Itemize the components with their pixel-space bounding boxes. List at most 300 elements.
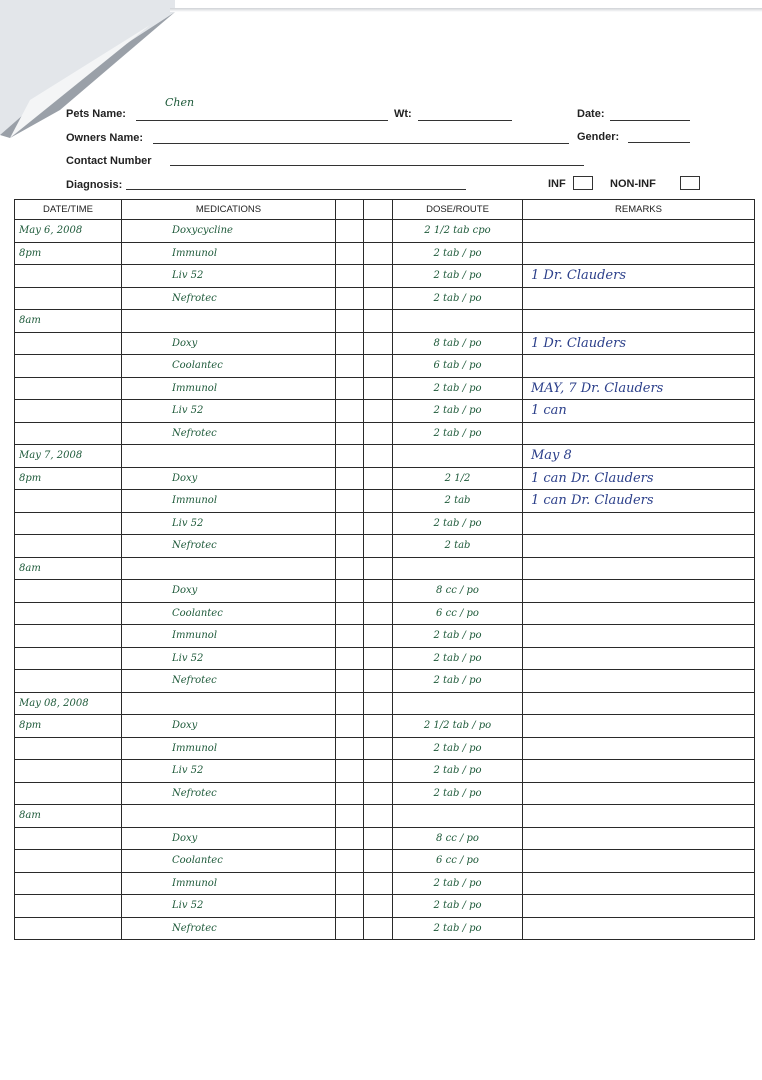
blank-b-cell — [364, 467, 393, 490]
blank-a-cell — [336, 625, 364, 648]
date-time-cell — [15, 602, 122, 625]
date-time-cell — [15, 467, 122, 490]
dose-route-text: 2 tab / po — [433, 292, 482, 304]
remark-cell — [523, 512, 755, 535]
medication-cell — [122, 805, 336, 828]
dose-route-cell — [393, 782, 523, 805]
blank-a-cell — [336, 535, 364, 558]
date-time-cell — [15, 760, 122, 783]
remark-cell — [523, 805, 755, 828]
inf-checkbox[interactable] — [573, 176, 593, 190]
diagnosis-label: Diagnosis: — [66, 179, 123, 191]
date-time-cell — [15, 895, 122, 918]
dose-route-text: 2 1/2 — [444, 472, 471, 484]
weight-label: Wt: — [394, 108, 412, 120]
blank-b-cell — [364, 310, 393, 333]
column-header-dose-route: DOSE/ROUTE — [393, 200, 523, 220]
blank-a-cell — [336, 872, 364, 895]
medication-text: Coolantec — [172, 607, 223, 619]
dose-route-cell — [393, 895, 523, 918]
column-header-date-time: DATE/TIME — [15, 200, 122, 220]
medication-table — [14, 199, 755, 940]
medication-cell — [122, 265, 336, 288]
dose-route-cell — [393, 737, 523, 760]
dose-route-cell — [393, 580, 523, 603]
date-time-cell — [15, 850, 122, 873]
remark-cell — [523, 670, 755, 693]
dose-route-text: 2 1/2 tab / po — [423, 720, 492, 732]
date-time-cell — [15, 580, 122, 603]
dose-route-text: 2 tab / po — [433, 630, 482, 642]
blank-b-cell — [364, 895, 393, 918]
column-header-medications: MEDICATIONS — [122, 200, 336, 220]
dose-route-cell — [393, 355, 523, 378]
blank-b-cell — [364, 400, 393, 423]
table-row — [15, 220, 755, 243]
table-row — [15, 512, 755, 535]
table-row — [15, 625, 755, 648]
dose-route-cell — [393, 692, 523, 715]
medication-cell — [122, 355, 336, 378]
table-row — [15, 715, 755, 738]
remark-text: 1 can Dr. Clauders — [531, 470, 654, 486]
medication-cell — [122, 782, 336, 805]
blank-a-cell — [336, 602, 364, 625]
dose-route-text: 6 cc / po — [436, 607, 479, 619]
date-time-cell — [15, 332, 122, 355]
dose-route-text: 2 tab / po — [433, 787, 482, 799]
table-row — [15, 782, 755, 805]
column-header-remarks: REMARKS — [523, 200, 755, 220]
dose-route-cell — [393, 220, 523, 243]
medication-text: Doxy — [172, 832, 198, 844]
dose-route-text: 2 tab / po — [433, 652, 482, 664]
date-time-cell — [15, 917, 122, 940]
table-row — [15, 692, 755, 715]
table-row — [15, 580, 755, 603]
remark-cell — [523, 602, 755, 625]
table-row — [15, 760, 755, 783]
blank-b-cell — [364, 602, 393, 625]
dose-route-text: 2 tab / po — [433, 247, 482, 259]
blank-a-cell — [336, 827, 364, 850]
medication-text: Liv 52 — [172, 900, 204, 912]
remark-cell — [523, 287, 755, 310]
remark-cell — [523, 917, 755, 940]
table-row — [15, 827, 755, 850]
date-time-cell — [15, 535, 122, 558]
table-row — [15, 917, 755, 940]
dose-route-cell — [393, 445, 523, 468]
date-time-cell — [15, 692, 122, 715]
blank-b-cell — [364, 422, 393, 445]
date-time-cell — [15, 647, 122, 670]
blank-b-cell — [364, 625, 393, 648]
remark-cell — [523, 760, 755, 783]
date-time-cell — [15, 445, 122, 468]
dose-route-text: 8 cc / po — [436, 585, 479, 597]
remark-cell — [523, 782, 755, 805]
medication-text: Coolantec — [172, 855, 223, 867]
blank-b-cell — [364, 647, 393, 670]
dose-route-text: 8 tab / po — [433, 337, 482, 349]
blank-b-cell — [364, 332, 393, 355]
medication-cell — [122, 445, 336, 468]
blank-a-cell — [336, 512, 364, 535]
medication-cell — [122, 602, 336, 625]
date-time-text: 8am — [19, 315, 41, 327]
medication-cell — [122, 895, 336, 918]
date-time-text: 8am — [19, 562, 41, 574]
medication-text: Immunol — [172, 247, 218, 259]
dose-route-cell — [393, 512, 523, 535]
blank-b-cell — [364, 692, 393, 715]
medication-text: Liv 52 — [172, 765, 204, 777]
remark-cell — [523, 647, 755, 670]
medication-cell — [122, 625, 336, 648]
blank-a-cell — [336, 355, 364, 378]
date-time-cell — [15, 512, 122, 535]
medication-cell — [122, 850, 336, 873]
blank-b-cell — [364, 782, 393, 805]
medication-text: Nefrotec — [172, 922, 217, 934]
blank-b-cell — [364, 872, 393, 895]
remark-cell — [523, 895, 755, 918]
medication-text: Coolantec — [172, 360, 223, 372]
date-time-cell — [15, 287, 122, 310]
medication-text: Immunol — [172, 877, 218, 889]
medication-cell — [122, 760, 336, 783]
non-inf-checkbox[interactable] — [680, 176, 700, 190]
blank-b-cell — [364, 220, 393, 243]
date-time-cell — [15, 265, 122, 288]
blank-a-cell — [336, 310, 364, 333]
blank-b-cell — [364, 760, 393, 783]
blank-b-cell — [364, 265, 393, 288]
medication-cell — [122, 490, 336, 513]
medication-cell — [122, 220, 336, 243]
date-time-cell — [15, 310, 122, 333]
dose-route-cell — [393, 647, 523, 670]
date-time-text: May 08, 2008 — [19, 697, 89, 709]
column-header-blank-2 — [364, 200, 393, 220]
blank-a-cell — [336, 805, 364, 828]
date-time-cell — [15, 557, 122, 580]
medication-cell — [122, 422, 336, 445]
medication-cell — [122, 670, 336, 693]
remark-text: 1 can Dr. Clauders — [531, 493, 654, 509]
dose-route-text: 2 tab / po — [433, 742, 482, 754]
dose-route-text: 2 tab / po — [433, 877, 482, 889]
medication-cell — [122, 467, 336, 490]
blank-a-cell — [336, 557, 364, 580]
medication-cell — [122, 400, 336, 423]
date-time-cell — [15, 400, 122, 423]
medication-text: Immunol — [172, 742, 218, 754]
table-body — [15, 220, 755, 940]
date-time-cell — [15, 220, 122, 243]
blank-a-cell — [336, 760, 364, 783]
blank-a-cell — [336, 647, 364, 670]
blank-a-cell — [336, 332, 364, 355]
remark-cell — [523, 377, 755, 400]
owners-name-line — [153, 143, 569, 144]
medication-cell — [122, 917, 336, 940]
blank-b-cell — [364, 580, 393, 603]
table-row — [15, 557, 755, 580]
date-time-cell — [15, 827, 122, 850]
date-label: Date: — [577, 108, 605, 120]
table-row — [15, 242, 755, 265]
blank-a-cell — [336, 490, 364, 513]
dose-route-text: 2 tab / po — [433, 405, 482, 417]
dose-route-cell — [393, 242, 523, 265]
remark-cell — [523, 355, 755, 378]
column-header-blank-1 — [336, 200, 364, 220]
medication-text: Liv 52 — [172, 405, 204, 417]
medication-cell — [122, 242, 336, 265]
medication-text: Doxy — [172, 720, 198, 732]
blank-b-cell — [364, 670, 393, 693]
table-row — [15, 647, 755, 670]
pets-name-value: Chen — [165, 96, 195, 109]
remark-text: 1 Dr. Clauders — [531, 335, 627, 351]
dose-route-text: 2 tab — [444, 495, 471, 507]
dose-route-text: 2 tab / po — [433, 517, 482, 529]
dose-route-cell — [393, 625, 523, 648]
contact-number-line — [170, 165, 584, 166]
dose-route-text: 2 tab / po — [433, 270, 482, 282]
date-time-cell — [15, 490, 122, 513]
weight-line — [418, 120, 512, 121]
table-row — [15, 445, 755, 468]
medication-cell — [122, 512, 336, 535]
blank-b-cell — [364, 557, 393, 580]
dose-route-cell — [393, 377, 523, 400]
blank-b-cell — [364, 827, 393, 850]
table-row — [15, 602, 755, 625]
date-time-cell — [15, 242, 122, 265]
medication-cell — [122, 557, 336, 580]
medication-text: Doxycycline — [172, 225, 233, 237]
date-time-cell — [15, 670, 122, 693]
dose-route-text: 2 tab / po — [433, 675, 482, 687]
dose-route-cell — [393, 535, 523, 558]
dose-route-cell — [393, 850, 523, 873]
medication-text: Doxy — [172, 472, 198, 484]
date-time-cell — [15, 625, 122, 648]
dose-route-cell — [393, 602, 523, 625]
medication-text: Immunol — [172, 495, 218, 507]
dose-route-cell — [393, 917, 523, 940]
dose-route-text: 2 tab / po — [433, 765, 482, 777]
table-row — [15, 737, 755, 760]
blank-a-cell — [336, 917, 364, 940]
dose-route-text: 2 tab / po — [433, 900, 482, 912]
date-time-cell — [15, 805, 122, 828]
date-time-text: May 7, 2008 — [19, 450, 83, 462]
medication-cell — [122, 332, 336, 355]
medication-text: Immunol — [172, 382, 218, 394]
date-time-text: 8am — [19, 810, 41, 822]
non-inf-label: NON-INF — [610, 178, 656, 190]
blank-a-cell — [336, 242, 364, 265]
blank-b-cell — [364, 917, 393, 940]
dose-route-text: 2 tab / po — [433, 922, 482, 934]
blank-a-cell — [336, 715, 364, 738]
remark-text: May 8 — [531, 448, 572, 464]
date-time-cell — [15, 422, 122, 445]
blank-a-cell — [336, 692, 364, 715]
remark-cell — [523, 535, 755, 558]
gender-label: Gender: — [577, 131, 620, 143]
date-time-cell — [15, 872, 122, 895]
remark-cell — [523, 850, 755, 873]
remark-cell — [523, 422, 755, 445]
dose-route-cell — [393, 332, 523, 355]
dose-route-cell — [393, 827, 523, 850]
dose-route-text: 8 cc / po — [436, 832, 479, 844]
medication-text: Nefrotec — [172, 292, 217, 304]
dose-route-text: 6 cc / po — [436, 855, 479, 867]
table-row — [15, 670, 755, 693]
remark-cell — [523, 467, 755, 490]
dose-route-cell — [393, 400, 523, 423]
table-row — [15, 850, 755, 873]
page-top-edge — [170, 8, 762, 12]
blank-a-cell — [336, 220, 364, 243]
remark-cell — [523, 715, 755, 738]
dose-route-cell — [393, 287, 523, 310]
blank-b-cell — [364, 535, 393, 558]
dose-route-cell — [393, 422, 523, 445]
table-row — [15, 310, 755, 333]
remark-cell — [523, 400, 755, 423]
remark-cell — [523, 872, 755, 895]
medication-text: Liv 52 — [172, 652, 204, 664]
dose-route-text: 2 1/2 tab cpo — [424, 225, 491, 237]
dose-route-text: 2 tab / po — [433, 427, 482, 439]
remark-cell — [523, 625, 755, 648]
date-time-cell — [15, 737, 122, 760]
blank-b-cell — [364, 377, 393, 400]
table-row — [15, 895, 755, 918]
date-time-cell — [15, 355, 122, 378]
remark-cell — [523, 827, 755, 850]
dose-route-text: 6 tab / po — [433, 360, 482, 372]
table-row — [15, 332, 755, 355]
dose-route-cell — [393, 490, 523, 513]
table-row — [15, 872, 755, 895]
dose-route-text: 2 tab — [444, 540, 471, 552]
blank-a-cell — [336, 850, 364, 873]
pets-name-line — [136, 120, 388, 121]
medication-cell — [122, 580, 336, 603]
blank-b-cell — [364, 490, 393, 513]
blank-a-cell — [336, 377, 364, 400]
medication-cell — [122, 715, 336, 738]
medication-text: Doxy — [172, 337, 198, 349]
remark-cell — [523, 242, 755, 265]
table-row — [15, 377, 755, 400]
table-row — [15, 422, 755, 445]
medication-cell — [122, 535, 336, 558]
medication-text: Nefrotec — [172, 540, 217, 552]
medication-cell — [122, 872, 336, 895]
table-row — [15, 805, 755, 828]
blank-b-cell — [364, 805, 393, 828]
medication-text: Doxy — [172, 585, 198, 597]
date-time-text: 8pm — [19, 247, 42, 259]
medication-cell — [122, 310, 336, 333]
remark-text: 1 Dr. Clauders — [531, 268, 627, 284]
table-row — [15, 535, 755, 558]
medication-text: Nefrotec — [172, 787, 217, 799]
medication-cell — [122, 647, 336, 670]
date-time-text: 8pm — [19, 472, 42, 484]
date-time-text: 8pm — [19, 720, 42, 732]
gender-line — [628, 142, 690, 143]
owners-name-label: Owners Name: — [66, 132, 144, 144]
blank-a-cell — [336, 670, 364, 693]
dose-route-cell — [393, 265, 523, 288]
blank-a-cell — [336, 580, 364, 603]
blank-a-cell — [336, 265, 364, 288]
medication-cell — [122, 287, 336, 310]
date-time-cell — [15, 782, 122, 805]
remark-cell — [523, 737, 755, 760]
blank-b-cell — [364, 850, 393, 873]
blank-a-cell — [336, 445, 364, 468]
remark-text: 1 can — [531, 403, 567, 419]
blank-b-cell — [364, 287, 393, 310]
blank-a-cell — [336, 782, 364, 805]
blank-b-cell — [364, 242, 393, 265]
table-row — [15, 490, 755, 513]
blank-a-cell — [336, 895, 364, 918]
medication-cell — [122, 692, 336, 715]
remark-cell — [523, 265, 755, 288]
medication-text: Immunol — [172, 630, 218, 642]
remark-cell — [523, 490, 755, 513]
medication-text: Liv 52 — [172, 517, 204, 529]
table-header-row — [15, 200, 755, 220]
dose-route-cell — [393, 467, 523, 490]
medication-cell — [122, 737, 336, 760]
blank-b-cell — [364, 445, 393, 468]
table-row — [15, 265, 755, 288]
date-time-text: May 6, 2008 — [19, 225, 83, 237]
blank-a-cell — [336, 737, 364, 760]
dose-route-text: 2 tab / po — [433, 382, 482, 394]
medication-text: Nefrotec — [172, 427, 217, 439]
medication-cell — [122, 827, 336, 850]
diagnosis-line — [126, 189, 466, 190]
blank-a-cell — [336, 400, 364, 423]
dose-route-cell — [393, 670, 523, 693]
remark-cell — [523, 220, 755, 243]
table-row — [15, 355, 755, 378]
inf-label: INF — [548, 178, 566, 190]
dose-route-cell — [393, 805, 523, 828]
table-row — [15, 400, 755, 423]
medication-text: Liv 52 — [172, 270, 204, 282]
remark-cell — [523, 310, 755, 333]
blank-b-cell — [364, 737, 393, 760]
pets-name-label: Pets Name: — [66, 108, 126, 120]
remark-cell — [523, 692, 755, 715]
dose-route-cell — [393, 310, 523, 333]
